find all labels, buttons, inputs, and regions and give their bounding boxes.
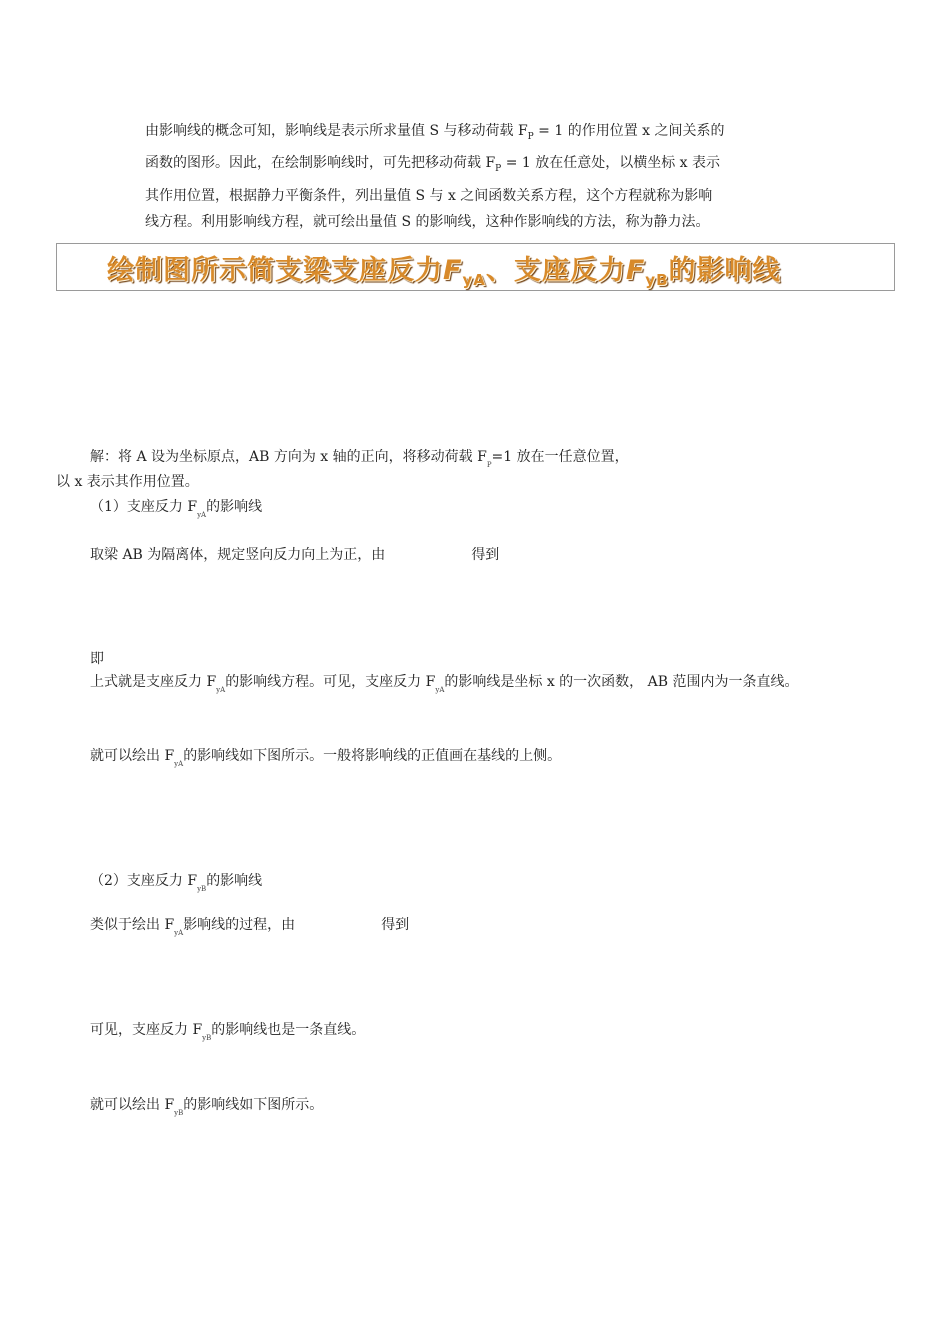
paragraph-ji: 即 [90,651,104,667]
intro-line-4: 线方程。利用影响线方程，就可绘出量值 S 的影响线，这种作影响线的方法，称为静力法。 [145,214,710,231]
example-title-banner [56,243,895,291]
paragraph-equilibrium-a: 取梁 AB 为隔离体，规定竖向反力向上为正，由 得到 [90,547,500,563]
intro-line-2: 函数的图形。因此，在绘制影响线时，可先把移动荷载 $F_P = 1$ 放在任意处，以横坐标 x 表示 [145,155,721,175]
paragraph-fyb-line: 可见，支座反力 $F_{yB}$的影响线也是一条直线。 [90,1022,366,1042]
section-heading-fyb: （2）支座反力 $F_{yB}$的影响线 [90,873,263,893]
paragraph-fyb-drawing: 就可以绘出 $F_{yB}$的影响线如下图所示。 [90,1097,324,1117]
solution-line-1: 解：将 A 设为坐标原点，AB 方向为 x 轴的正向，将移动荷载 $F_P=1$ 放在一任意位置， [90,449,629,469]
intro-line-1: 由影响线的概念可知，影响线是表示所求量值 S 与移动荷载 $F_P = 1$ 的作用位置 x 之间关系的 [145,123,725,142]
intro-paragraph [145,118,807,236]
solution-line-2: 以 x 表示其作用位置。 [56,474,199,490]
paragraph-fya-equation: 上式就是支座反力 $F_{yA}$的影响线方程。可见，支座反力 $F_{yA}$的影响线是坐标 x 的一次函数， AB 范围内为一条直线。 [90,674,799,694]
paragraph-equilibrium-b: 类似于绘出 $F_{yA}$影响线的过程，由 得到 [90,917,410,937]
paragraph-fya-drawing: 就可以绘出 $F_{yA}$的影响线如下图所示。一般将影响线的正值画在基线的上侧。 [90,748,562,768]
section-heading-fya: （1）支座反力 $F_{yA}$的影响线 [90,499,263,519]
banner-title: 绘制图所示简支梁支座反力$F_{yA}$、支座反力$F_{yB}$的影响线 [107,255,781,289]
intro-line-3: 其作用位置，根据静力平衡条件，列出量值 S 与 x 之间函数关系方程，这个方程就称为影响 [145,187,713,204]
